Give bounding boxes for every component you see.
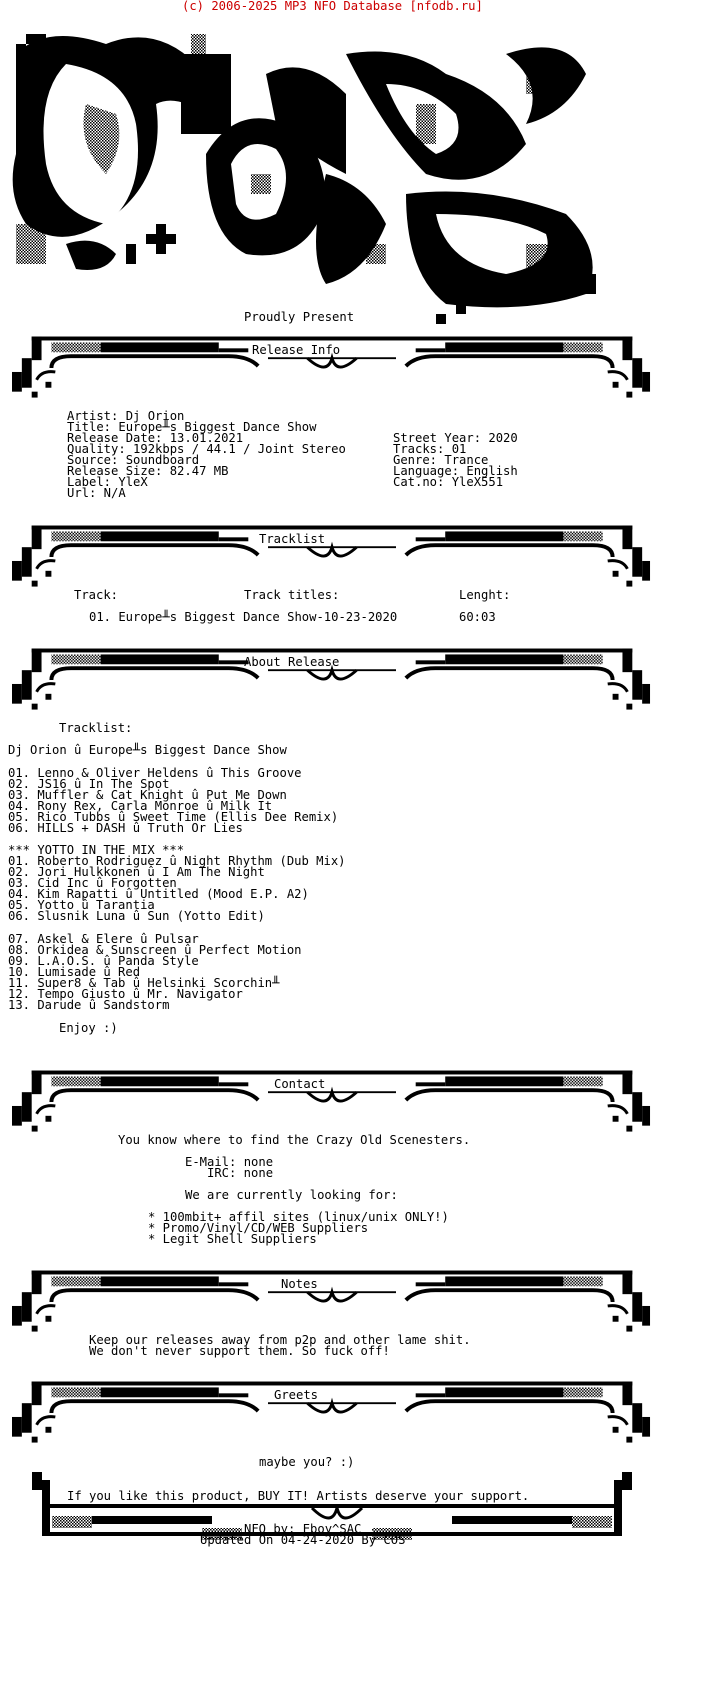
tracks-field: Tracks: 01 xyxy=(393,442,467,456)
tracklist-title: Tracklist xyxy=(259,532,326,546)
about-track-line: 04. Kim Rapatti û Untitled (Mood E.P. A2) xyxy=(8,887,309,901)
title-field: Title: Europe╨s Biggest Dance Show xyxy=(67,420,317,434)
contact-title: Contact xyxy=(274,1077,326,1091)
about-heading: Tracklist: xyxy=(59,721,133,735)
size-field: Release Size: 82.47 MB xyxy=(67,464,229,478)
notes-frame xyxy=(12,1270,652,1338)
about-track-line: 05. Rico Tubbs û Sweet Time (Ellis Dee Remix) xyxy=(8,810,339,824)
copyright-text: (c) 2006-2025 MP3 NFO Database [nfodb.ru] xyxy=(182,0,483,13)
about-track-line: 04. Rony Rex, Carla Monroe û Milk It xyxy=(8,799,273,813)
label-field: Label: YleX xyxy=(67,475,148,489)
col-length-header: Lenght: xyxy=(459,588,511,602)
looking-item: * Promo/Vinyl/CD/WEB Suppliers xyxy=(148,1221,369,1235)
url-field: Url: N/A xyxy=(67,486,126,500)
looking-item: * Legit Shell Suppliers xyxy=(148,1232,317,1246)
looking-item: * 100mbit+ affil sites (linux/unix ONLY!) xyxy=(148,1210,449,1224)
col-titles-header: Track titles: xyxy=(244,588,340,602)
catno-field: Cat.no: YleX551 xyxy=(393,475,504,489)
col-track-header: Track: xyxy=(74,588,119,602)
language-field: Language: English xyxy=(393,464,518,478)
about-track-line: 07. Askel & Elere û Pulsar xyxy=(8,932,199,946)
about-track-line: 06. Slusnik Luna û Sun (Yotto Edit) xyxy=(8,909,265,923)
release-info-title: Release Info xyxy=(252,343,341,357)
about-track-line: 05. Yotto û Tarantia xyxy=(8,898,155,912)
tracklist-frame xyxy=(12,525,652,593)
notes-title: Notes xyxy=(281,1277,318,1291)
street-year-field: Street Year: 2020 xyxy=(393,431,518,445)
track-row-length: 60:03 xyxy=(459,610,496,624)
quality-field: Quality: 192kbps / 44.1 / Joint Stereo xyxy=(67,442,346,456)
contact-line: You know where to find the Crazy Old Scenesters. xyxy=(118,1133,471,1147)
enjoy-text: Enjoy :) xyxy=(59,1021,118,1035)
notes-line: Keep our releases away from p2p and other lame shit. xyxy=(89,1333,471,1347)
about-track-line: 08. Orkidea & Sunscreen û Perfect Motion xyxy=(8,943,302,957)
about-track-line: 03. Cid Inc û Forgotten xyxy=(8,876,177,890)
about-track-line: 12. Tempo Giusto û Mr. Navigator xyxy=(8,987,243,1001)
about-track-line: 01. Lenno & Oliver Heldens û This Groove xyxy=(8,766,302,780)
about-track-line: 01. Roberto Rodriguez û Night Rhythm (Dub Mix) xyxy=(8,854,346,868)
contact-frame xyxy=(12,1070,652,1138)
about-subtitle: Dj Orion û Europe╨s Biggest Dance Show xyxy=(8,743,287,757)
about-track-line: 09. L.A.O.S. û Panda Style xyxy=(8,954,199,968)
nfo-by-text: NFO by: Eboy^SAC xyxy=(244,1522,362,1536)
group-logo-art xyxy=(6,14,656,334)
greets-frame xyxy=(12,1381,652,1449)
email-field: E-Mail: none xyxy=(185,1155,274,1169)
proudly-present-text: Proudly Present xyxy=(244,310,355,324)
release-date-field: Release Date: 13.01.2021 xyxy=(67,431,244,445)
source-field: Source: Soundboard xyxy=(67,453,200,467)
about-track-line: 10. Lumisade û Red xyxy=(8,965,141,979)
updated-text: Updated On 04-24-2020 By COS xyxy=(200,1533,406,1547)
looking-text: We are currently looking for: xyxy=(185,1188,398,1202)
about-title: About Release xyxy=(244,655,340,669)
about-track-line: 02. JS16 û In The Spot xyxy=(8,777,170,791)
notes-line: We don't never support them. So fuck off! xyxy=(89,1344,390,1358)
greets-title: Greets xyxy=(274,1388,319,1402)
about-track-line: 02. Jori Hulkkonen û I Am The Night xyxy=(8,865,265,879)
irc-field: IRC: none xyxy=(207,1166,274,1180)
greets-line: maybe you? :) xyxy=(259,1455,355,1469)
about-track-line: 13. Darude û Sandstorm xyxy=(8,998,170,1012)
about-track-line: 06. HILLS + DASH û Truth Or Lies xyxy=(8,821,243,835)
support-text: If you like this product, BUY IT! Artists deserve your support. xyxy=(67,1489,530,1503)
about-track-line: 11. Super8 & Tab û Helsinki Scorchin╨ xyxy=(8,976,280,990)
mix-heading: *** YOTTO IN THE MIX *** xyxy=(8,843,185,857)
track-row-title: 01. Europe╨s Biggest Dance Show-10-23-2020 xyxy=(89,610,398,624)
about-track-line: 03. Muffler & Cat Knight û Put Me Down xyxy=(8,788,287,802)
artist-field: Artist: Dj Orion xyxy=(67,409,185,423)
genre-field: Genre: Trance xyxy=(393,453,489,467)
